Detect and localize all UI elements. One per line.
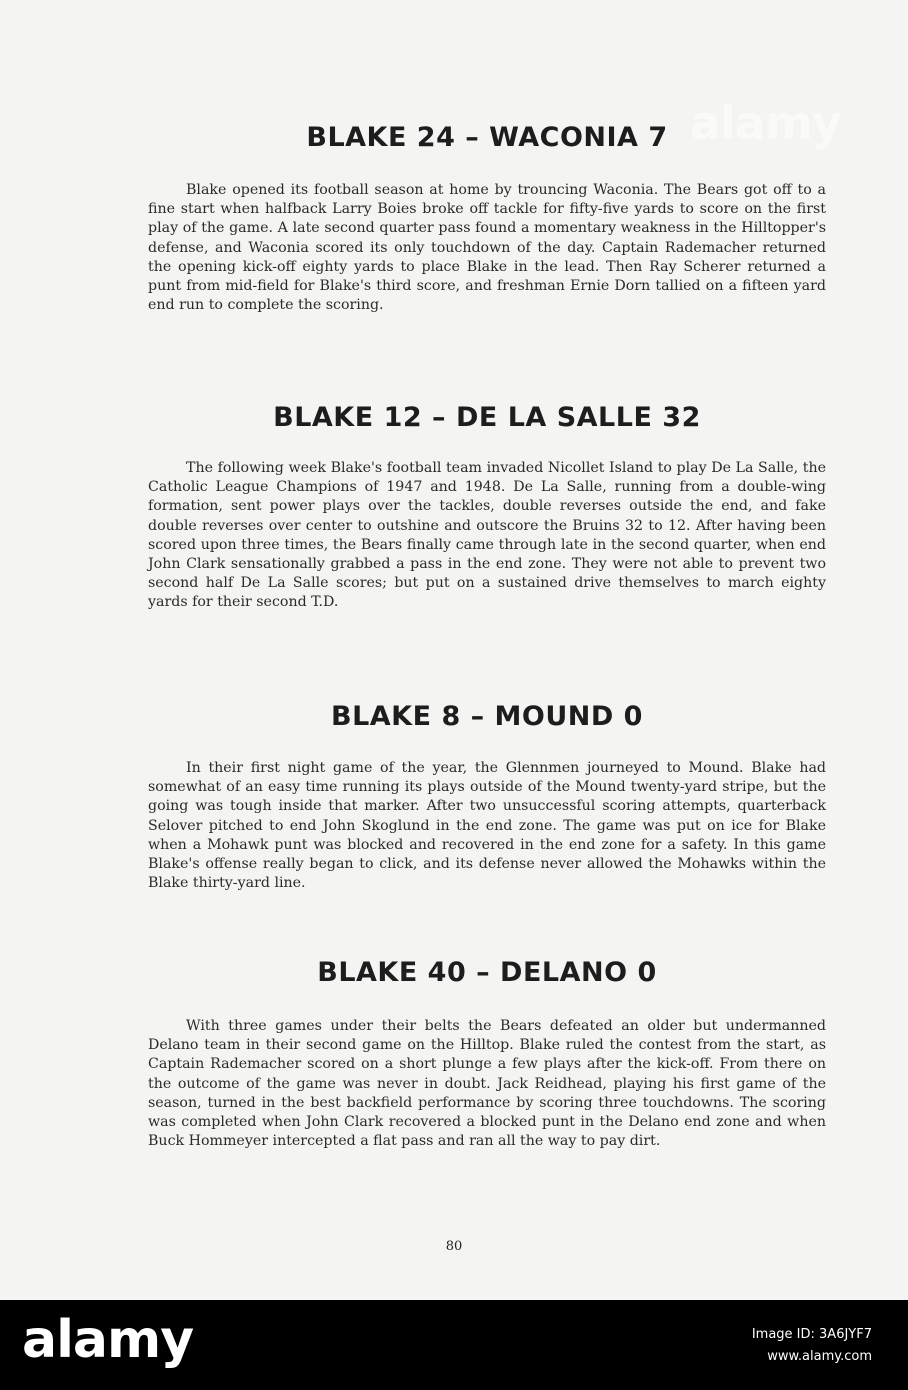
- game-heading-waconia: [148, 122, 826, 153]
- section-paragraph: With three games under their belts the Bears defeated an older but undermanned Delano team in their second game on the Hilltop. Blake ruled the contest from the start, as Captain Rademacher scored on a short plunge a few plays after the kick-off. From there on the outcome of the game was never in doubt. Jack Reidhead, playing his first game of the season, turned in the best backfield performance by scoring three touchdowns. The scoring was completed when John Clark recovered a blocked punt in the Delano end zone and when Buck Hommeyer intercepted a flat pass and ran all the way to pay dirt.: [148, 1018, 826, 1150]
- game-heading-mound: [148, 701, 826, 732]
- game-report-mound: [148, 759, 826, 893]
- game-heading-delano: [148, 957, 826, 988]
- watermark-logo: alamy: [690, 96, 841, 150]
- game-report-delano: [148, 1017, 826, 1151]
- section-heading: BLAKE 24 – WACONIA 7: [306, 122, 668, 153]
- section-heading: BLAKE 12 – DE LA SALLE 32: [273, 402, 701, 433]
- footer-info: [752, 1324, 872, 1368]
- game-heading-de-la-salle: [148, 402, 826, 433]
- section-heading: BLAKE 8 – MOUND 0: [331, 701, 643, 732]
- image-id-text: Image ID: 3A6JYF7: [751, 1327, 872, 1342]
- alamy-logo: alamy: [22, 1310, 194, 1370]
- stock-footer-bar: [0, 1300, 908, 1390]
- game-report-waconia: [148, 181, 826, 315]
- game-report-de-la-salle: [148, 459, 826, 613]
- section-paragraph: The following week Blake's football team invaded Nicollet Island to play De La Salle, the Catholic League Champions of 1947 and 1948. De La Salle, running from a double-wing formation, sent power plays over the tackles, double reverses outside the end, and fake double reverses over center to outshine and outscore the Bruins 32 to 12. After having been scored upon three times, the Bears finally came through late in the second quarter, when end John Clark sensationally grabbed a pass in the end zone. They were not able to prevent two second half De La Salle scores; but put on a sustained drive themselves to march eighty yards for their second T.D.: [148, 460, 826, 611]
- site-url-link[interactable]: www.alamy.com: [767, 1349, 872, 1364]
- section-paragraph: Blake opened its football season at home by trouncing Waconia. The Bears got off to a fine start when halfback Larry Boies broke off tackle for fifty-five yards to score on the first play of the game. A late second quarter pass found a momentary weakness in the Hilltopper's defense, and Waconia scored its only touchdown of the day. Captain Rademacher returned the opening kick-off eighty yards to place Blake in the lead. Then Ray Scherer returned a punt from mid-field for Blake's third score, and freshman Ernie Dorn tallied on a fifteen yard end run to complete the scoring.: [148, 182, 826, 314]
- page-number: 80: [445, 1239, 463, 1254]
- section-paragraph: In their first night game of the year, the Glennmen journeyed to Mound. Blake had somewhat of an easy time running its plays outside of the Mound twenty-yard stripe, but the going was tough inside that marker. After two unsuccessful scoring attempts, quarterback Selover pitched to end John Skoglund in the end zone. The game was put on ice for Blake when a Mohawk punt was blocked and recovered in the end zone for a safety. In this game Blake's offense really began to click, and its defense never allowed the Mohawks within the Blake thirty-yard line.: [148, 760, 826, 892]
- section-heading: BLAKE 40 – DELANO 0: [317, 957, 657, 988]
